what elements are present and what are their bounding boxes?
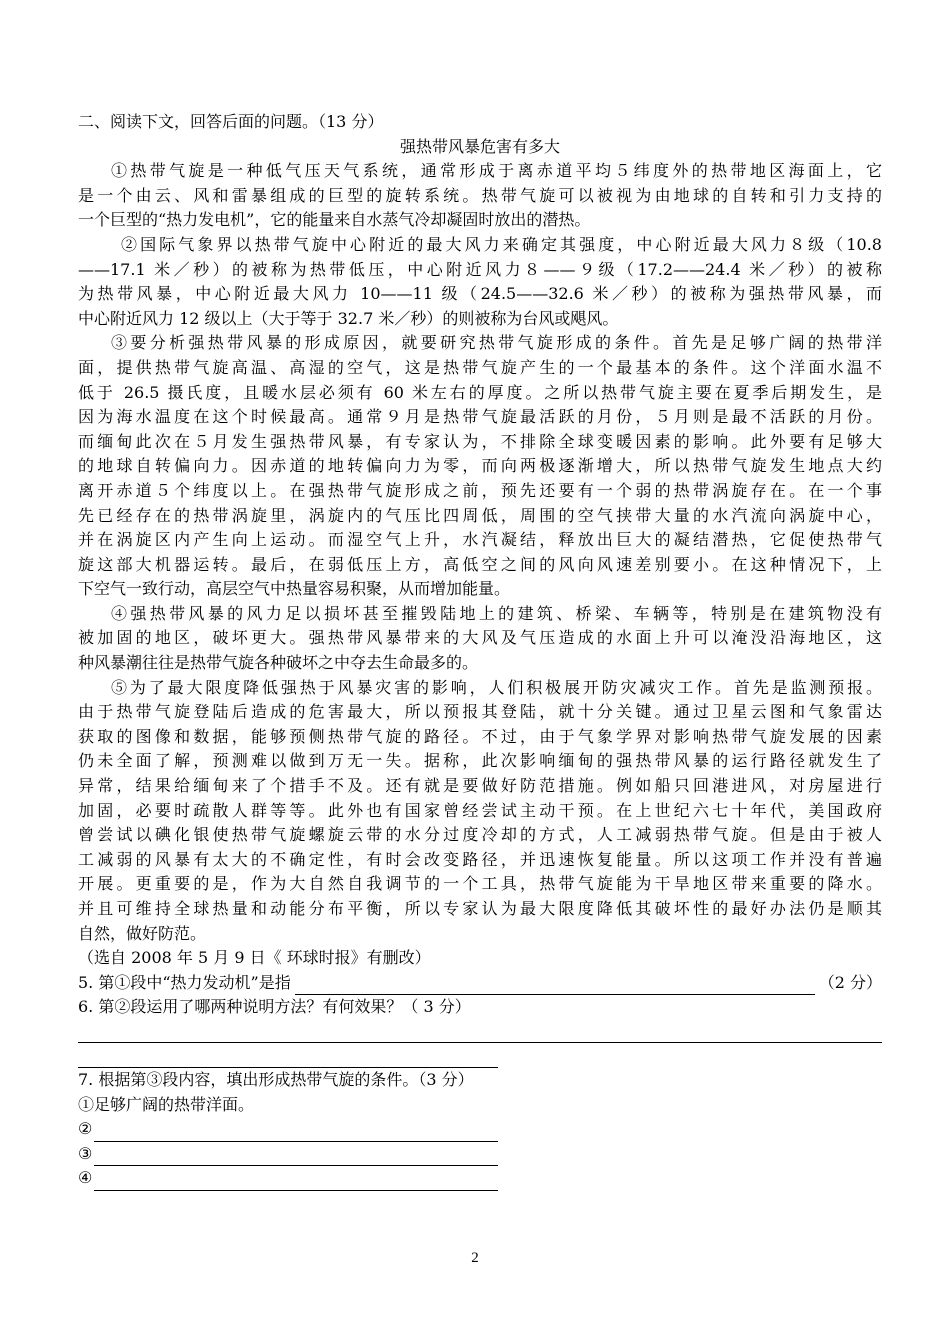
paragraph-line: 离开赤道５个纬度以上。在强热带气旋形成之前，预先还要有一个弱的热带涡旋存在。在一个事: [78, 480, 882, 500]
paragraph-1: [78, 159, 882, 233]
paragraph-line: 开展。更重要的是，作为大自然自我调节的一个工具，热带气旋能为干旱地区带来重要的降水。: [78, 874, 882, 894]
question-7-blank-4: [78, 1166, 498, 1191]
paragraph-line: 工减弱的风暴有太大的不确定性，有时会改变路径，并迅速恢复能量。所以这项工作并没有普遍: [78, 849, 882, 869]
question-7: [78, 1068, 882, 1093]
paragraph-3: [78, 331, 882, 602]
page-number: 2: [471, 1250, 479, 1266]
question-6-text: 6. 第②段运用了哪两种说明方法？有何效果？（ 3 分）: [78, 997, 471, 1017]
paragraph-line: 并在涡旋区内产生向上运动。而湿空气上升，水汽凝结，释放出巨大的凝结潜热，它促使热带气: [78, 530, 882, 550]
question-5-score: （2 分）: [818, 972, 882, 992]
paragraph-line: 加固，必要时疏散人群等等。此外也有国家曾经尝试主动干预。在上世纪六七十年代，美国政府: [78, 800, 882, 820]
paragraph-line: 自然，做好防范。: [78, 923, 207, 943]
paragraph-line: 仍未全面了解，预测难以做到万无一失。据称，此次影响缅甸的强热带风暴的运行路径就发生了: [78, 751, 882, 771]
paragraph-line: ⑤为了最大限度降低强热于风暴灾害的影响，人们积极展开防灾减灾工作。首先是监测预报。: [111, 677, 882, 697]
paragraph-line: ①热带气旋是一种低气压天气系统，通常形成于离赤道平均５纬度外的热带地区海面上，它: [111, 161, 882, 181]
paragraph-line: 因为海水温度在这个时候最高。通常９月是热带气旋最活跃的月份，５月则是最不活跃的月份。: [78, 407, 882, 427]
paragraph-line: 中心附近风力 12 级以上（大于等于 32.7 米／秒）的则被称为台风或飓风。: [78, 308, 619, 328]
article-title: 强热带风暴危害有多大: [399, 136, 560, 156]
answer-blank[interactable]: [94, 1172, 498, 1191]
question-7-given-condition: ①足够广阔的热带洋面。: [78, 1094, 255, 1114]
paragraph-line: ——17.1 米／秒）的被称为热带低压，中心附近风力８——９级（17.2——24.4 米／秒）的被称: [78, 259, 882, 279]
question-5-answer-blank[interactable]: [295, 976, 815, 995]
exam-page: [78, 110, 882, 1191]
paragraph-line: 曾尝试以碘化银使热带气旋螺旋云带的水分过度冷却的方式，人工减弱热带气旋。但是由于被人: [78, 825, 882, 845]
question-7-blank-2: [78, 1117, 498, 1142]
paragraph-line: 被加固的地区，破坏更大。强热带风暴带来的大风及气压造成的水面上升可以淹没沿海地区，这: [78, 628, 882, 648]
paragraph-line: 一个巨型的“热力发电机”，它的能量来自水蒸气冷却凝固时放出的潜热。: [78, 210, 591, 230]
paragraph-4: [78, 602, 882, 676]
question-5-text: 5. 第①段中“热力发动机”是指: [78, 972, 291, 992]
question-7-text: 7. 根据第③段内容，填出形成热带气旋的条件。（3 分）: [78, 1069, 474, 1089]
paragraph-line: 是一个由云、风和雷暴组成的巨型的旋转系统。热带气旋可以被视为由地球的自转和引力支持的: [78, 185, 882, 205]
paragraph-line: 由于热带气旋登陆后造成的危害最大，所以预报其登陆，就十分关键。通过卫星云图和气象雷达: [78, 702, 882, 722]
paragraph-line: 下空气一致行动，高层空气中热量容易积聚，从而增加能量。: [78, 579, 511, 599]
question-7-blank-3: [78, 1142, 498, 1167]
answer-blank[interactable]: [94, 1123, 498, 1142]
paragraph-5: [78, 676, 882, 947]
section-heading: 二、阅读下文，回答后面的问题。（13 分）: [78, 112, 384, 131]
paragraph-line: 低于 26.5 摄氏度，且暖水层必须有 60 米左右的厚度。之所以热带气旋主要在夏季后期发生，是: [78, 382, 882, 402]
paragraph-line: 面，提供热带气旋高温、高湿的空气，这是热带气旋产生的一个最基本的条件。这个洋面水温不: [78, 357, 882, 377]
paragraph-line: ④强热带风暴的风力足以损坏甚至摧毁陆地上的建筑、桥梁、车辆等，特别是在建筑物没有: [111, 603, 882, 623]
source-citation: （选自 2008 年 5 月 9 日《 环球时报》有删改）: [78, 948, 431, 968]
paragraph-line: 获取的图像和数据，能够预侧热带气旋的路径。不过，由于气象学界对影响热带气旋发展的因素: [78, 726, 882, 746]
paragraph-line: 的地球自转偏向力。因赤道的地转偏向力为零，而向两极逐渐增大，所以热带气旋发生地点大约: [78, 456, 882, 476]
answer-blank[interactable]: [94, 1147, 498, 1166]
paragraph-line: 为热带风暴，中心附近最大风力 10——11 级（24.5——32.6 米／秒）的被称为强热带风暴，而: [78, 284, 882, 304]
paragraph-line: ②国际气象界以热带气旋中心附近的最大风力来确定其强度，中心附近最大风力８级（10.8: [121, 234, 882, 254]
paragraph-line: 先已经存在的热带涡旋里，涡旋内的气压比四周低，周围的空气挟带大量的水汽流向涡旋中心，: [78, 505, 882, 525]
question-6: [78, 995, 882, 1020]
paragraph-2: [78, 233, 882, 331]
blank-marker: ③: [78, 1143, 93, 1163]
blank-marker: ④: [78, 1168, 93, 1188]
paragraph-line: ③要分析强热带风暴的形成原因，就要研究热带气旋形成的条件。首先是足够广阔的热带洋: [111, 333, 882, 353]
paragraph-line: 而缅甸此次在５月发生强热带风暴，有专家认为，不排除全球变暖因素的影响。此外要有足够大: [78, 431, 882, 451]
question-5: [78, 971, 882, 996]
paragraph-line: 并且可维持全球热量和动能分布平衡，所以专家认为最大限度降低其破坏性的最好办法仍是顺其: [78, 899, 882, 918]
blank-marker: ②: [78, 1119, 93, 1139]
paragraph-line: 种风暴潮往往是热带气旋各种破坏之中夺去生命最多的。: [78, 653, 479, 673]
paragraph-line: 旋这部大机器运转。最后，在弱低压上方，高低空之间的风向风速差别要小。在这种情况下，上: [78, 554, 882, 574]
paragraph-line: 异常，结果给缅甸来了个措手不及。还有就是要做好防范措施。例如船只回港进风，对房屋进行: [78, 776, 882, 796]
